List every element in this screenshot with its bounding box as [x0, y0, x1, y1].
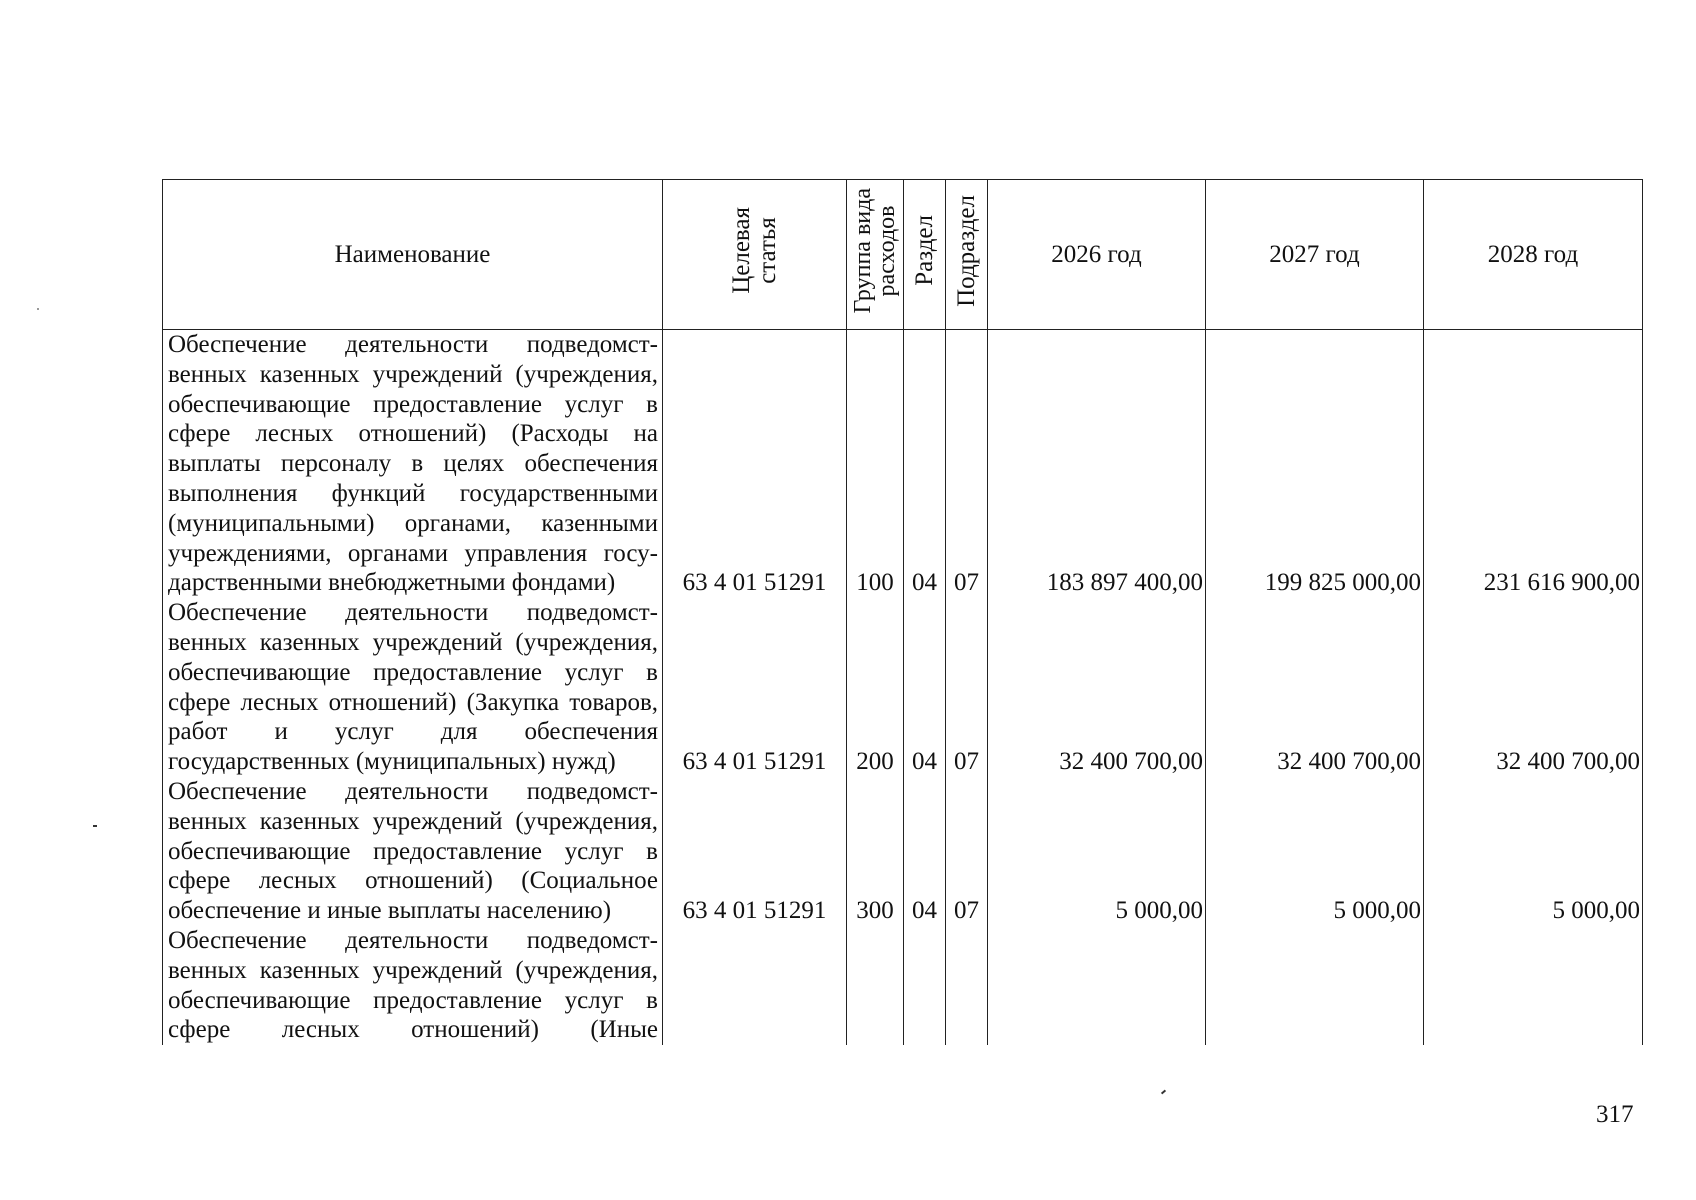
- row-target-article: 63 4 01 51291: [663, 777, 847, 926]
- row-amount-2027: [1206, 926, 1424, 1045]
- table-header-row: [163, 180, 1643, 330]
- row-amount-2026: 183 897 400,00: [988, 330, 1206, 599]
- header-subsection: Подраздел: [946, 180, 988, 330]
- row-section: 04: [904, 330, 946, 599]
- row-amount-2028: 231 616 900,00: [1424, 330, 1643, 599]
- header-expense-group: Группа вида расходов: [847, 180, 904, 330]
- budget-table: [162, 179, 1643, 1045]
- header-target-article: Целевая статья: [663, 180, 847, 330]
- scan-speck: [1161, 1090, 1166, 1095]
- row-section: [904, 926, 946, 1045]
- row-expense-group: 200: [847, 598, 904, 777]
- row-name: Обеспечение деятельности подведомственных казенных учреждений (учреждения, обеспечивающие предоставление услуг в сфере лесных отношений) (Расходы на выплаты персоналу в целях обеспечения выполнения функций государственными (муниципальными) органами, казенными учреждениями, органами управления государственными внебюджетными фондами): [163, 330, 663, 599]
- row-amount-2027: 199 825 000,00: [1206, 330, 1424, 599]
- row-amount-2027: 32 400 700,00: [1206, 598, 1424, 777]
- row-expense-group: [847, 926, 904, 1045]
- row-amount-2026: 32 400 700,00: [988, 598, 1206, 777]
- page-number: 317: [1596, 1101, 1634, 1128]
- row-amount-2027: 5 000,00: [1206, 777, 1424, 926]
- header-name: Наименование: [163, 180, 663, 330]
- row-amount-2028: 5 000,00: [1424, 777, 1643, 926]
- row-amount-2026: 5 000,00: [988, 777, 1206, 926]
- row-name: Обеспечение деятельности подведомственных казенных учреждений (учреждения, обеспечивающие предоставление услуг в сфере лесных отношений) (Закупка товаров, работ и услуг для обеспечения государственных (муниципальных) нужд): [163, 598, 663, 777]
- row-subsection: 07: [946, 777, 988, 926]
- table-row: [163, 330, 1643, 599]
- row-expense-group: 100: [847, 330, 904, 599]
- table-row: [163, 777, 1643, 926]
- row-amount-2028: [1424, 926, 1643, 1045]
- row-subsection: 07: [946, 598, 988, 777]
- row-name: Обеспечение деятельности подведомственных казенных учреждений (учреждения, обеспечивающие предоставление услуг в сфере лесных отношений) (Социальное обеспечение и иные выплаты населению): [163, 777, 663, 926]
- scan-speck: [37, 308, 39, 310]
- row-amount-2026: [988, 926, 1206, 1045]
- scan-speck: [93, 825, 97, 827]
- table-row: [163, 598, 1643, 777]
- header-section: Раздел: [904, 180, 946, 330]
- row-section: 04: [904, 777, 946, 926]
- header-year-2027: 2027 год: [1206, 180, 1424, 330]
- header-year-2026: 2026 год: [988, 180, 1206, 330]
- row-name: Обеспечение деятельности подведомственных казенных учреждений (учреждения, обеспечивающие предоставление услуг в сфере лесных отношений) (Иные: [163, 926, 663, 1045]
- row-target-article: 63 4 01 51291: [663, 598, 847, 777]
- row-expense-group: 300: [847, 777, 904, 926]
- row-subsection: [946, 926, 988, 1045]
- row-amount-2028: 32 400 700,00: [1424, 598, 1643, 777]
- row-subsection: 07: [946, 330, 988, 599]
- table-row: [163, 926, 1643, 1045]
- row-target-article: [663, 926, 847, 1045]
- row-target-article: 63 4 01 51291: [663, 330, 847, 599]
- row-section: 04: [904, 598, 946, 777]
- header-year-2028: 2028 год: [1424, 180, 1643, 330]
